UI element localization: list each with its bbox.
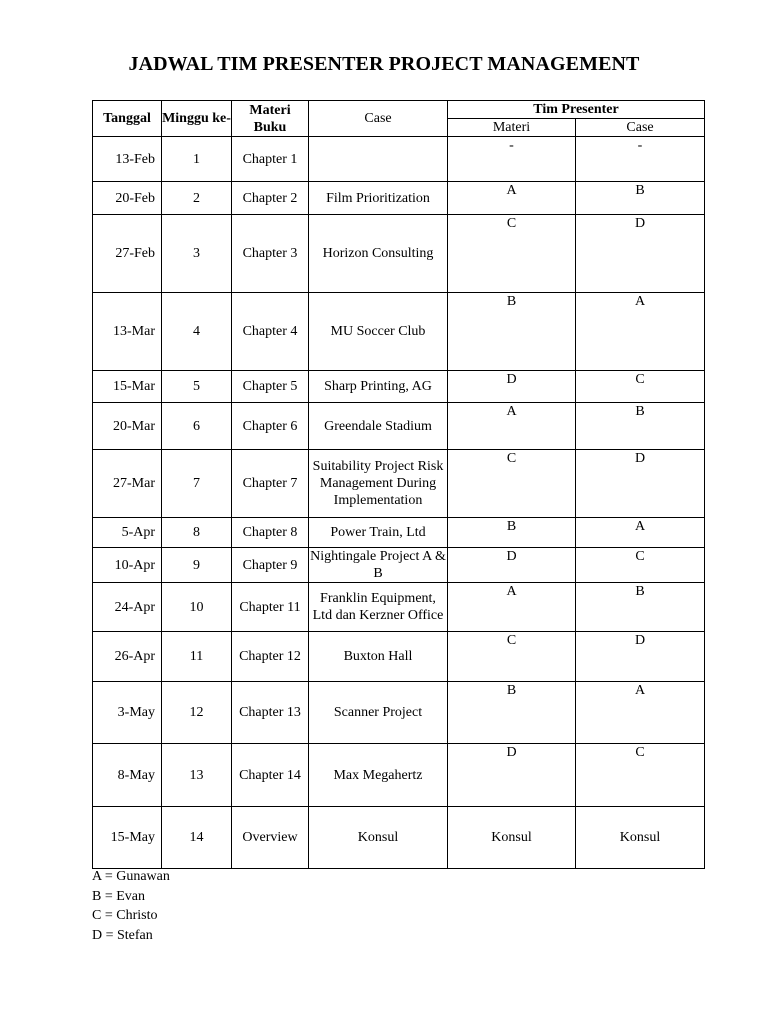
date-cell: 15-Mar bbox=[93, 371, 162, 403]
week-cell: 13 bbox=[162, 744, 232, 807]
table-row bbox=[93, 215, 705, 293]
chapter-cell: Chapter 7 bbox=[232, 450, 309, 518]
date-cell: 20-Mar bbox=[93, 403, 162, 450]
presenter-case-cell: B bbox=[576, 403, 705, 450]
week-cell: 2 bbox=[162, 182, 232, 215]
presenter-materi-cell: A bbox=[448, 182, 576, 215]
week-cell: 8 bbox=[162, 518, 232, 548]
chapter-cell: Chapter 5 bbox=[232, 371, 309, 403]
week-cell: 1 bbox=[162, 137, 232, 182]
week-cell: 4 bbox=[162, 293, 232, 371]
presenter-case-cell: C bbox=[576, 371, 705, 403]
case-cell: Konsul bbox=[309, 807, 448, 869]
presenter-materi-cell: B bbox=[448, 518, 576, 548]
date-cell: 13-Feb bbox=[93, 137, 162, 182]
table-row bbox=[93, 371, 705, 403]
chapter-cell: Chapter 2 bbox=[232, 182, 309, 215]
case-cell: Suitability Project Risk Management During Implementation bbox=[309, 450, 448, 518]
week-cell: 3 bbox=[162, 215, 232, 293]
week-cell: 10 bbox=[162, 583, 232, 632]
presenter-legend bbox=[92, 867, 170, 945]
week-cell: 11 bbox=[162, 632, 232, 682]
table-row bbox=[93, 744, 705, 807]
presenter-materi-cell: B bbox=[448, 293, 576, 371]
table-row bbox=[93, 518, 705, 548]
header-tim-presenter: Tim Presenter bbox=[448, 101, 705, 119]
header-presenter-materi: Materi bbox=[448, 119, 576, 137]
presenter-materi-cell: - bbox=[448, 137, 576, 182]
case-cell: Nightingale Project A & B bbox=[310, 549, 446, 581]
date-cell: 24-Apr bbox=[93, 583, 162, 632]
legend-item: B = Evan bbox=[92, 888, 145, 904]
date-cell: 13-Mar bbox=[93, 293, 162, 371]
presenter-materi-cell: D bbox=[448, 371, 576, 403]
presenter-materi-cell: D bbox=[448, 548, 576, 583]
chapter-cell: Chapter 12 bbox=[232, 632, 309, 682]
date-cell: 20-Feb bbox=[93, 182, 162, 215]
header-minggu: Minggu ke- bbox=[162, 101, 232, 137]
table-row bbox=[93, 632, 705, 682]
presenter-materi-cell: Konsul bbox=[448, 807, 576, 869]
table-row bbox=[93, 182, 705, 215]
date-cell: 26-Apr bbox=[93, 632, 162, 682]
chapter-cell: Chapter 6 bbox=[232, 403, 309, 450]
presenter-materi-cell: C bbox=[448, 215, 576, 293]
table-row bbox=[93, 403, 705, 450]
date-cell: 10-Apr bbox=[93, 548, 162, 583]
header-materi-buku: Materi Buku bbox=[232, 101, 309, 137]
table-row bbox=[93, 137, 705, 182]
presenter-case-cell: A bbox=[576, 293, 705, 371]
chapter-cell: Chapter 14 bbox=[232, 744, 309, 807]
chapter-cell: Chapter 4 bbox=[232, 293, 309, 371]
chapter-cell: Chapter 8 bbox=[232, 518, 309, 548]
week-cell: 12 bbox=[162, 682, 232, 744]
week-cell: 14 bbox=[162, 807, 232, 869]
chapter-cell: Chapter 1 bbox=[232, 137, 309, 182]
date-cell: 3-May bbox=[93, 682, 162, 744]
schedule-table bbox=[92, 100, 705, 869]
table-row bbox=[93, 807, 705, 869]
presenter-case-cell: B bbox=[576, 583, 705, 632]
legend-item: A = Gunawan bbox=[92, 869, 170, 884]
header-case: Case bbox=[309, 101, 448, 137]
case-cell: Sharp Printing, AG bbox=[309, 371, 448, 403]
date-cell: 5-Apr bbox=[93, 518, 162, 548]
table-row bbox=[93, 293, 705, 371]
page-title: JADWAL TIM PRESENTER PROJECT MANAGEMENT bbox=[128, 53, 640, 75]
legend-item: C = Christo bbox=[92, 908, 158, 923]
presenter-case-cell: D bbox=[576, 450, 705, 518]
presenter-case-cell: C bbox=[576, 548, 705, 583]
presenter-case-cell: A bbox=[576, 682, 705, 744]
case-cell: Buxton Hall bbox=[309, 632, 448, 682]
presenter-case-cell: C bbox=[576, 744, 705, 807]
presenter-materi-cell: D bbox=[448, 744, 576, 807]
case-cell: Power Train, Ltd bbox=[309, 518, 448, 548]
week-cell: 9 bbox=[162, 548, 232, 583]
case-cell bbox=[309, 137, 448, 182]
case-cell: Scanner Project bbox=[309, 682, 448, 744]
presenter-materi-cell: A bbox=[448, 403, 576, 450]
chapter-cell: Overview bbox=[232, 807, 309, 869]
date-cell: 15-May bbox=[93, 807, 162, 869]
case-cell: Max Megahertz bbox=[309, 744, 448, 807]
case-cell: Film Prioritization bbox=[309, 182, 448, 215]
chapter-cell: Chapter 3 bbox=[232, 215, 309, 293]
week-cell: 5 bbox=[162, 371, 232, 403]
case-cell: Franklin Equipment, Ltd dan Kerzner Office bbox=[309, 583, 448, 632]
date-cell: 27-Mar bbox=[93, 450, 162, 518]
presenter-materi-cell: C bbox=[448, 632, 576, 682]
week-cell: 7 bbox=[162, 450, 232, 518]
chapter-cell: Chapter 11 bbox=[232, 583, 309, 632]
header-presenter-case: Case bbox=[576, 119, 705, 137]
week-cell: 6 bbox=[162, 403, 232, 450]
presenter-case-cell: Konsul bbox=[576, 807, 705, 869]
table-row bbox=[93, 682, 705, 744]
case-cell: Horizon Consulting bbox=[309, 215, 448, 293]
table-row bbox=[93, 450, 705, 518]
presenter-case-cell: B bbox=[576, 182, 705, 215]
date-cell: 8-May bbox=[93, 744, 162, 807]
presenter-materi-cell: C bbox=[448, 450, 576, 518]
legend-item: D = Stefan bbox=[92, 927, 153, 943]
date-cell: 27-Feb bbox=[93, 215, 162, 293]
header-tanggal: Tanggal bbox=[93, 101, 162, 137]
table-row bbox=[93, 583, 705, 632]
chapter-cell: Chapter 9 bbox=[232, 548, 309, 583]
case-cell: MU Soccer Club bbox=[309, 293, 448, 371]
table-row bbox=[93, 548, 705, 583]
presenter-materi-cell: A bbox=[448, 583, 576, 632]
chapter-cell: Chapter 13 bbox=[232, 682, 309, 744]
presenter-case-cell: D bbox=[576, 215, 705, 293]
presenter-case-cell: A bbox=[576, 518, 705, 548]
presenter-case-cell: D bbox=[576, 632, 705, 682]
presenter-materi-cell: B bbox=[448, 682, 576, 744]
presenter-case-cell: - bbox=[576, 137, 705, 182]
case-cell: Greendale Stadium bbox=[309, 403, 448, 450]
